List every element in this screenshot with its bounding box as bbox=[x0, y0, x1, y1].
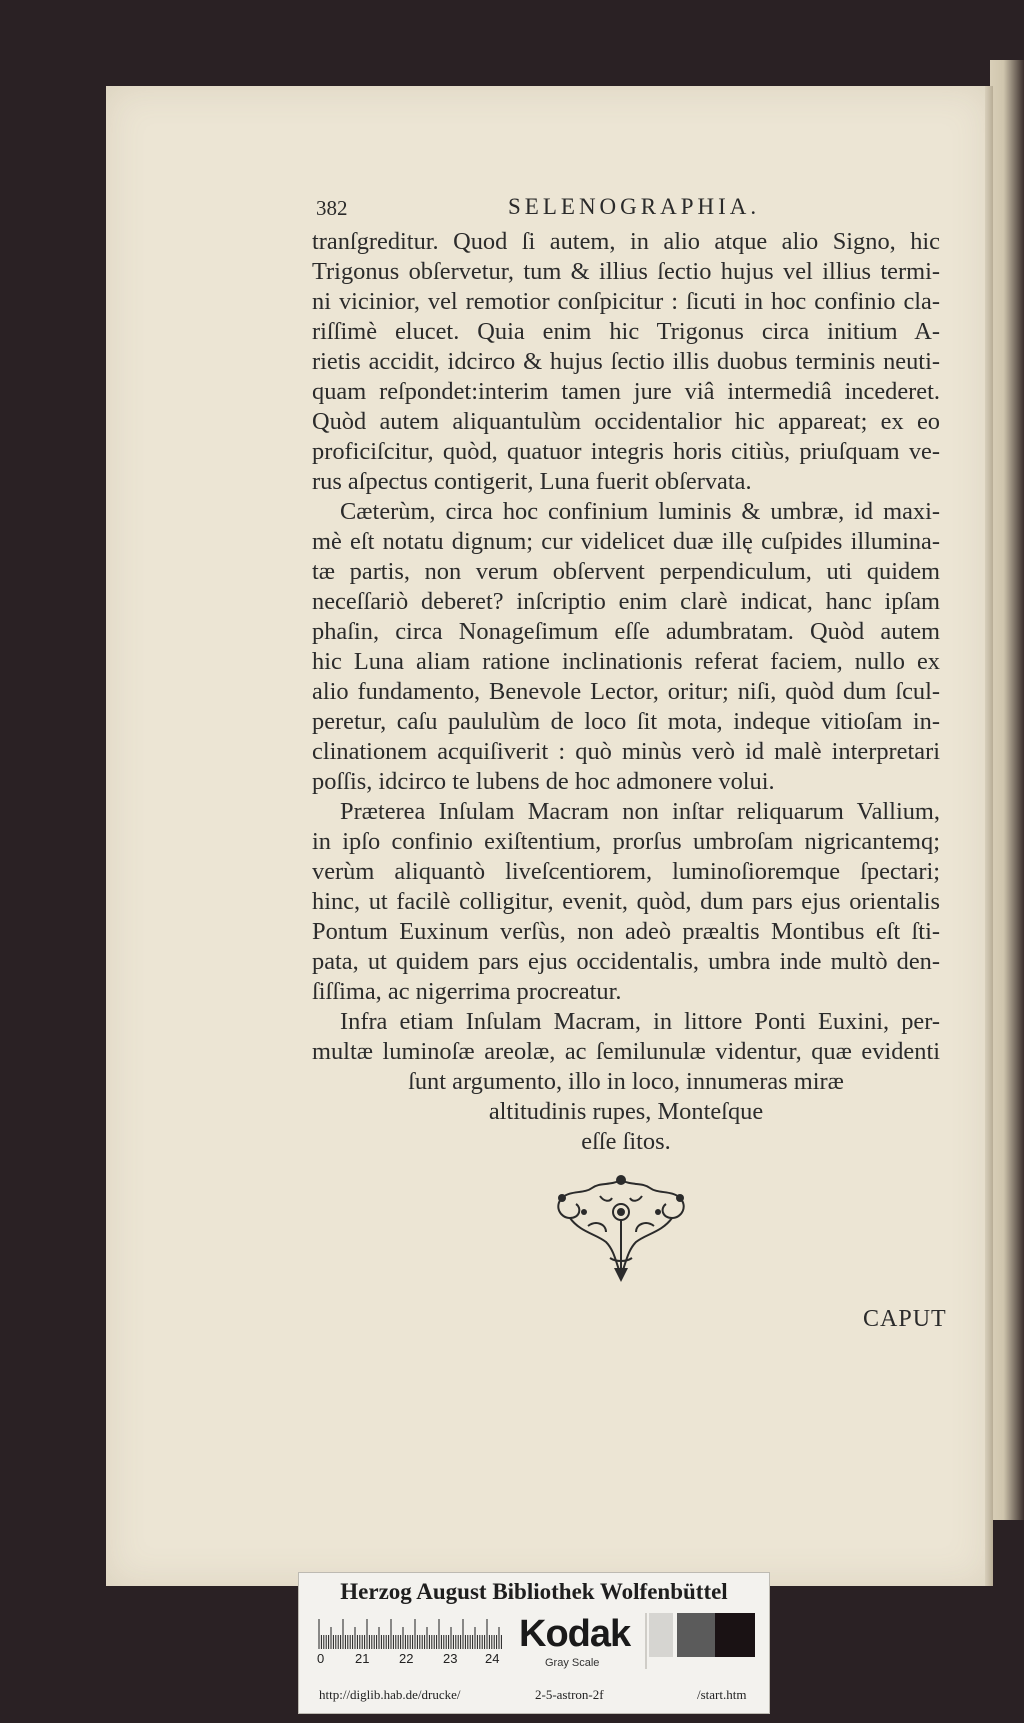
text-line: eſſe ſitos. bbox=[581, 1128, 671, 1155]
card-footer bbox=[299, 1683, 769, 1707]
text-line: tæ partis, non verum obſervent perpendiculum, uti quidem bbox=[312, 558, 940, 585]
text-line: ſunt argumento, illo in loco, innumeras miræ bbox=[408, 1068, 844, 1095]
text-line: Præterea Inſulam Macram non inſtar reliquarum Vallium, bbox=[340, 798, 940, 825]
text-line: riſſimè elucet. Quia enim hic Trigonus circa initium A- bbox=[312, 318, 940, 345]
page-number: 382 bbox=[316, 196, 348, 220]
text-line: tranſgreditur. Quod ſi autem, in alio atque alio Signo, hic bbox=[312, 228, 940, 255]
ruler-icon bbox=[317, 1611, 507, 1649]
text-line: Pontum Euxinum verſùs, non adeò præaltis Montibus eſt ſti- bbox=[312, 918, 940, 945]
text-line: clinationem acquiſiverit : quò minùs verò id malè interpretari bbox=[312, 738, 940, 765]
catchword: CAPUT bbox=[863, 1306, 947, 1332]
text-line: hinc, ut facilè colligitur, evenit, quòd, dum pars ejus orientalis bbox=[312, 888, 940, 915]
text-line: altitudinis rupes, Monteſque bbox=[488, 1098, 764, 1125]
ruler-label: 0 bbox=[317, 1651, 325, 1666]
text-line: multæ luminoſæ areolæ, ac ſemilunulæ videntur, quæ evidenti bbox=[312, 1038, 940, 1065]
text-line: Trigonus obſervetur, tum & illius ſectio hujus vel illius termi- bbox=[312, 258, 940, 285]
text-line: hic Luna aliam ratione inclinationis referat faciem, nullo ex bbox=[312, 648, 940, 675]
text-line: pata, ut quidem pars ejus occidentalis, umbra inde multò den- bbox=[312, 948, 940, 975]
text-line: peretur, caſu paululùm de loco ſit mota, indeque vitioſam in- bbox=[312, 708, 940, 735]
text-line: in ipſo confinio exiſtentium, prorſus umbroſam nigricantemq; bbox=[312, 828, 940, 855]
text-line: neceſſariò deberet? inſcriptio enim clarè indicat, hanc ipſam bbox=[312, 588, 940, 615]
text-line: verùm aliquantò liveſcentiorem, luminoſioremque ſpectari; bbox=[312, 858, 940, 885]
text-line: Cæterùm, circa hoc confinium luminis & umbræ, id maxi- bbox=[340, 498, 940, 525]
body-text bbox=[312, 227, 940, 1157]
kodak-logo: Kodak bbox=[519, 1613, 631, 1655]
text-line: rus aſpectus contigerit, Luna fuerit obſervata. bbox=[312, 468, 752, 495]
ruler-label: 23 bbox=[443, 1651, 458, 1666]
text-line: Infra etiam Inſulam Macram, in littore Ponti Euxini, per- bbox=[340, 1008, 940, 1035]
text-line: rietis accidit, idcirco & hujus ſectio illis duobus terminis neuti- bbox=[312, 348, 940, 375]
ornament-vignette-icon bbox=[540, 1172, 702, 1284]
text-line: poſſis, idcirco te lubens de hoc admonere volui. bbox=[312, 768, 775, 795]
swatch-black bbox=[715, 1613, 755, 1657]
ruler-label: 24 bbox=[485, 1651, 500, 1666]
footer-id: 2-5-astron-2f bbox=[535, 1687, 604, 1702]
ruler-label: 21 bbox=[355, 1651, 370, 1666]
running-title: SELENOGRAPHIA. bbox=[508, 194, 761, 219]
text-line: quam reſpondet:interim tamen jure viâ intermediâ incederet. bbox=[312, 378, 940, 405]
page-header bbox=[316, 196, 776, 226]
footer-url: http://diglib.hab.de/drucke/ bbox=[319, 1687, 461, 1702]
color-calibration-card bbox=[298, 1572, 770, 1714]
ruler-label: 22 bbox=[399, 1651, 414, 1666]
card-title: Herzog August Bibliothek Wolfenbüttel bbox=[340, 1579, 728, 1604]
text-line: Quòd autem aliquantulùm occidentalior hic appareat; ex eo bbox=[312, 408, 940, 435]
footer-link: /start.htm bbox=[697, 1687, 747, 1702]
text-line: ni vicinior, vel remotior conſpicitur : ſicuti in hoc confinio cla- bbox=[312, 288, 940, 315]
swatch-divider bbox=[645, 1613, 647, 1669]
text-line: mè eſt notatu dignum; cur videlicet duæ illę cuſpides illumina- bbox=[312, 528, 940, 555]
swatch-light-gray bbox=[649, 1613, 673, 1657]
text-line: proficiſcitur, quòd, quatuor integris horis citiùs, priuſquam ve- bbox=[312, 438, 940, 465]
text-line: alio fundamento, Benevole Lector, oritur; niſi, quòd dum ſcul- bbox=[312, 678, 940, 705]
gray-scale-label: Gray Scale bbox=[545, 1657, 600, 1669]
page-gutter bbox=[985, 86, 993, 1586]
text-line: ſiſſima, ac nigerrima procreatur. bbox=[312, 978, 622, 1005]
next-page-edge bbox=[990, 60, 1024, 1520]
ruler-labels bbox=[317, 1651, 507, 1669]
text-line: phaſin, circa Nonageſimum eſſe adumbratam. Quòd autem bbox=[312, 618, 940, 645]
swatch-gray bbox=[677, 1613, 715, 1657]
